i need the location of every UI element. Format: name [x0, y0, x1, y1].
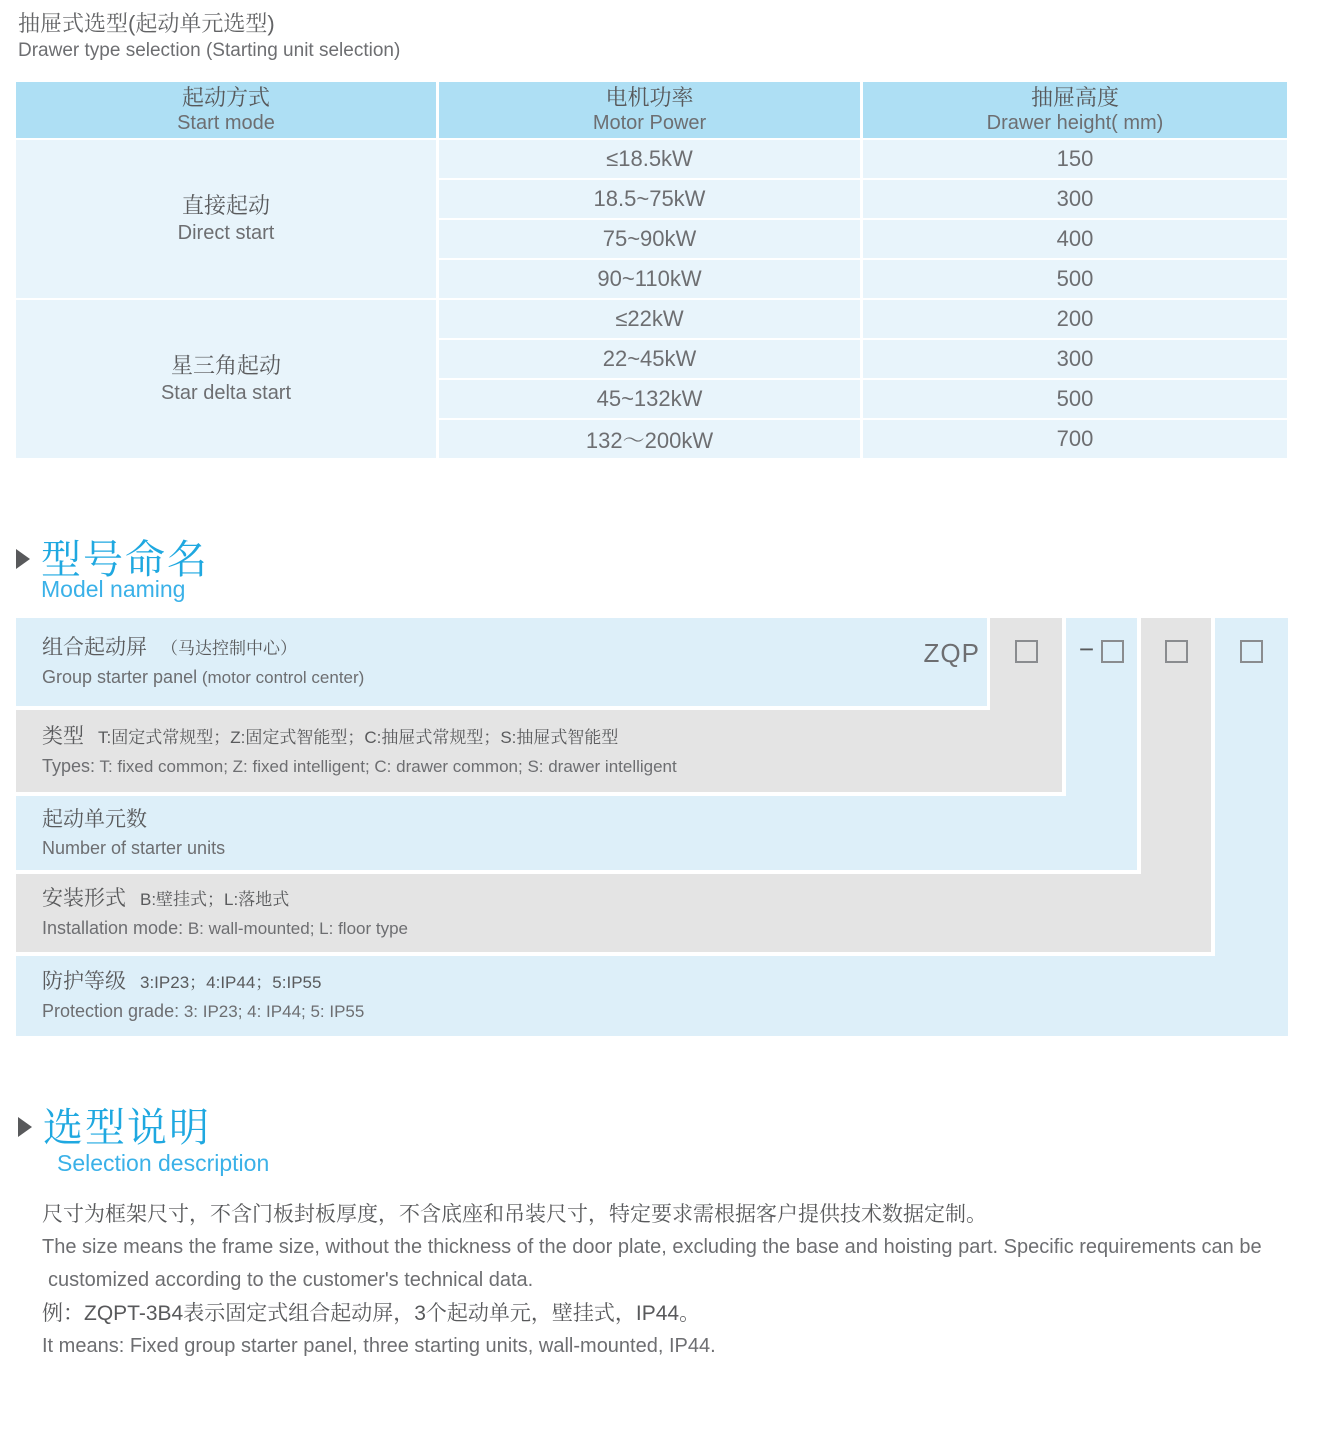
row5-en-rest: 3: IP23; 4: IP44; 5: IP55: [183, 1002, 365, 1021]
power-value: 75~90kW: [602, 226, 697, 251]
power-value: 22~45kW: [602, 346, 697, 371]
row1-zh-label: 组合起动屏: [42, 636, 147, 659]
row2-en-label: Types:: [42, 756, 96, 776]
row5-en-label: Protection grade:: [42, 1001, 180, 1021]
row4-zh-rest: B:壁挂式；L:落地式: [140, 890, 290, 909]
row3-en-label: Number of starter units: [42, 837, 226, 858]
diagram-row-starter-units: [16, 796, 1137, 870]
description-zh: 尺寸为框架尺寸，不含门板封板厚度，不含底座和吊装尺寸，特定要求需根据客户提供技术数据定制。: [42, 1203, 987, 1226]
row5-zh-label: 防护等级: [42, 970, 126, 993]
row1-en-label: Group starter panel: [42, 667, 198, 687]
height-value: 300: [1056, 186, 1094, 211]
table-cell-height: [863, 140, 1287, 178]
selection-heading-en: Selection description: [57, 1150, 270, 1176]
table-header-motor-power: [439, 82, 860, 138]
drawer-selection-table: [16, 82, 1287, 458]
table-cell-power: [439, 380, 860, 418]
description-en-line2: customized according to the customer's technical data.: [48, 1269, 534, 1291]
row2-zh-label: 类型: [42, 725, 84, 748]
diagram-row-group-starter-panel: [16, 618, 987, 706]
table-cell-height: [863, 180, 1287, 218]
mode-star-delta-zh: 星三角起动: [170, 353, 281, 378]
model-code-prefix: ZQP: [923, 638, 980, 668]
table-cell-power: [439, 300, 860, 338]
diagram-row-installation-mode: [16, 874, 1211, 952]
height-value: 500: [1056, 386, 1094, 411]
height-value: 150: [1056, 146, 1094, 171]
model-naming-heading-en: Model naming: [41, 576, 186, 602]
power-value: ≤22kW: [615, 306, 684, 331]
example-en: It means: Fixed group starter panel, three starting units, wall-mounted, IP44.: [42, 1335, 716, 1357]
placeholder-box-icon: [1240, 640, 1263, 663]
page-title-zh: 抽屉式选型(起动单元选型): [18, 11, 275, 36]
table-cell-power: [439, 140, 860, 178]
table-cell-mode-direct-start: [16, 140, 436, 298]
section-arrow-icon: [18, 1117, 32, 1137]
selection-description-text: [42, 1198, 1292, 1363]
mode-direct-start-en: Direct start: [177, 222, 275, 244]
placeholder-box-icon: [1101, 640, 1124, 663]
selection-heading-zh: 选型说明: [43, 1106, 211, 1150]
height-value: 200: [1056, 306, 1094, 331]
model-naming-heading-zh: 型号命名: [41, 538, 209, 582]
header-drawer-height-en: Drawer height( mm): [986, 112, 1164, 134]
table-cell-height: [863, 260, 1287, 298]
table-cell-power: [439, 180, 860, 218]
mode-star-delta-en: Star delta start: [160, 382, 292, 404]
header-motor-power-zh: 电机功率: [605, 85, 694, 110]
diagram-row-types: [16, 710, 1062, 792]
row1-en-rest: (motor control center): [201, 668, 365, 687]
table-cell-mode-star-delta: [16, 300, 436, 458]
power-value: 90~110kW: [597, 266, 702, 291]
height-value: 500: [1056, 266, 1094, 291]
placeholder-box-icon: [1015, 640, 1038, 663]
diagram-strip-installation: [1141, 618, 1211, 952]
table-cell-power: [439, 220, 860, 258]
row2-zh-rest: T:固定式常规型；Z:固定式智能型；C:抽屉式常规型；S:抽屉式智能型: [98, 728, 619, 747]
model-code-dash: −: [1078, 634, 1095, 664]
description-en-line1: The size means the frame size, without the thickness of the door plate, excluding the base and hoisting part. Specific requirements can be: [42, 1236, 1262, 1258]
section-arrow-icon: [16, 549, 30, 569]
row4-en-label: Installation mode:: [42, 918, 184, 938]
height-value: 700: [1056, 426, 1094, 451]
row4-zh-label: 安装形式: [42, 887, 126, 910]
table-header-drawer-height: [863, 82, 1287, 138]
row5-zh-rest: 3:IP23；4:IP44；5:IP55: [140, 973, 322, 992]
table-cell-power: [439, 260, 860, 298]
header-start-mode-zh: 起动方式: [181, 85, 270, 110]
section-selection-description-heading: [18, 1096, 211, 1153]
power-value: 18.5~75kW: [593, 186, 706, 211]
height-value: 400: [1056, 226, 1094, 251]
mode-direct-start-zh: 直接起动: [181, 193, 270, 218]
table-cell-power: [439, 420, 860, 458]
header-drawer-height-zh: 抽屉高度: [1030, 85, 1119, 110]
row2-en-rest: T: fixed common; Z: fixed intelligent; C: drawer common; S: drawer intelligent: [99, 757, 677, 776]
page-title-en: Drawer type selection (Starting unit selection): [18, 40, 401, 61]
header-motor-power-en: Motor Power: [592, 112, 707, 134]
table-cell-height: [863, 380, 1287, 418]
table-cell-power: [439, 340, 860, 378]
diagram-strip-type: [990, 618, 1062, 792]
power-value: 132～200kW: [585, 427, 714, 453]
example-zh: 例：ZQPT-3B4表示固定式组合起动屏，3个起动单元，壁挂式，IP44。: [42, 1302, 701, 1325]
placeholder-box-icon: [1165, 640, 1188, 663]
row4-en-rest: B: wall-mounted; L: floor type: [187, 919, 408, 938]
diagram-row-protection-grade: [16, 956, 1288, 1036]
model-naming-diagram: [16, 618, 1288, 1036]
diagram-strip-protection: [1215, 618, 1288, 1036]
table-cell-height: [863, 220, 1287, 258]
page-title: [18, 10, 400, 64]
row3-zh-label: 起动单元数: [42, 807, 147, 831]
table-cell-height: [863, 340, 1287, 378]
table-cell-height: [863, 420, 1287, 458]
table-cell-height: [863, 300, 1287, 338]
height-value: 300: [1056, 346, 1094, 371]
header-start-mode-en: Start mode: [177, 112, 275, 134]
row1-zh-rest: （马达控制中心）: [161, 639, 297, 658]
table-header-start-mode: [16, 82, 436, 138]
power-value: 45~132kW: [596, 386, 703, 411]
power-value: ≤18.5kW: [606, 146, 693, 171]
diagram-strip-units: [1066, 618, 1137, 870]
